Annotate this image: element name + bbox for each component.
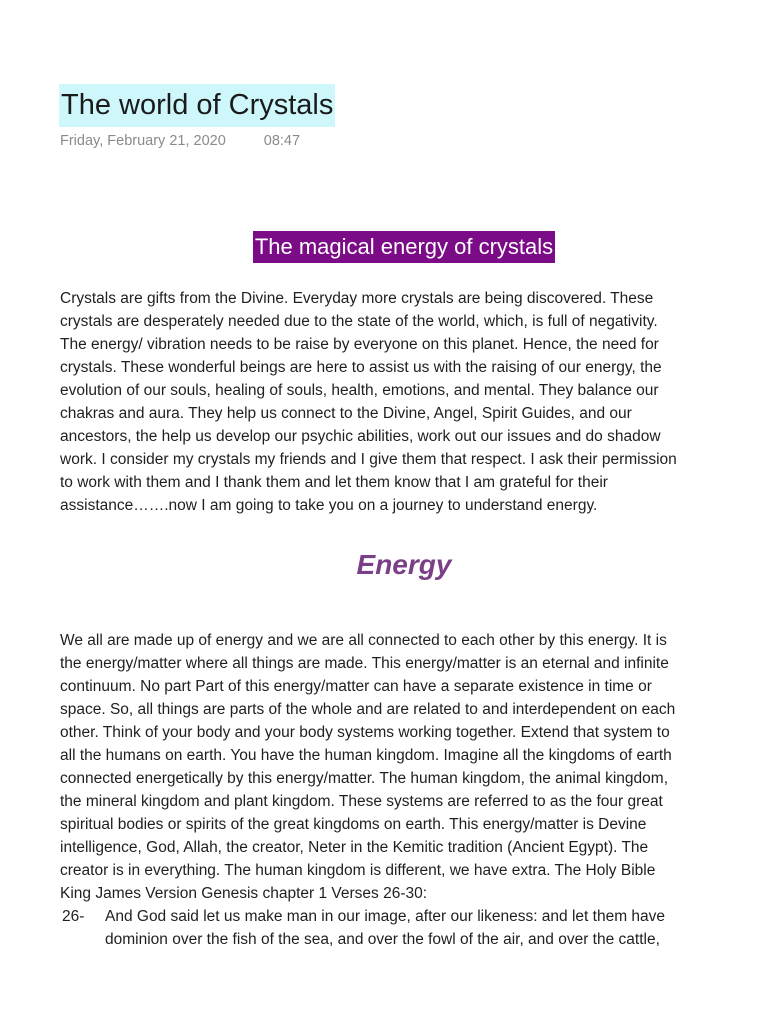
paragraph-line: We all are made up of energy and we are all connected to each other by this energy. It is <box>60 632 667 649</box>
verse-line: dominion over the fish of the sea, and over the fowl of the air, and over the cattle, <box>105 931 660 948</box>
page-date: Friday, February 21, 2020 <box>60 133 226 149</box>
page-timestamp <box>60 131 300 151</box>
paragraph-line: The energy/ vibration needs to be raise by everyone on this planet. Hence, the need for <box>60 336 659 353</box>
paragraph-line: creator is in everything. The human kingdom is different, we have extra. The Holy Bible <box>60 862 656 879</box>
page-title: The world of Crystals <box>59 84 335 127</box>
paragraph-line: the energy/matter where all things are made. This energy/matter is an eternal and infinite <box>60 655 669 672</box>
paragraph-crystals <box>60 287 740 517</box>
paragraph-line: King James Version Genesis chapter 1 Verses 26-30: <box>60 885 428 902</box>
paragraph-energy <box>60 629 740 905</box>
paragraph-line: work. I consider my crystals my friends and I give them that respect. I ask their permission <box>60 451 677 468</box>
paragraph-line: continuum. No part Part of this energy/matter can have a separate existence in time or <box>60 678 652 695</box>
verse-line: And God said let us make man in our image, after our likeness: and let them have <box>105 908 666 925</box>
paragraph-line: space. So, all things are parts of the whole and are related to and interdependent on each <box>60 701 676 718</box>
page-time: 08:47 <box>263 133 301 149</box>
section-heading-crystals <box>0 231 768 263</box>
verse-26 <box>60 905 750 951</box>
paragraph-line: connected energetically by this energy/matter. The human kingdom, the animal kingdom, <box>60 770 668 787</box>
paragraph-line: evolution of our souls, healing of souls, health, emotions, and mental. They balance our <box>60 382 659 399</box>
paragraph-line: crystals are desperately needed due to the state of the world, which, is full of negativity. <box>60 313 658 330</box>
paragraph-line: the mineral kingdom and plant kingdom. These systems are referred to as the four great <box>60 793 663 810</box>
paragraph-line: all the humans on earth. You have the human kingdom. Imagine all the kingdoms of earth <box>60 747 672 764</box>
section-heading-energy: Energy <box>356 549 452 580</box>
paragraph-line: spiritual bodies or spirits of the great kingdoms on earth. This energy/matter is Devine <box>60 816 647 833</box>
paragraph-line: Crystals are gifts from the Divine. Everyday more crystals are being discovered. These <box>60 290 654 307</box>
paragraph-line: chakras and aura. They help us connect to the Divine, Angel, Spirit Guides, and our <box>60 405 632 422</box>
paragraph-line: to work with them and I thank them and let them know that I am grateful for their <box>60 474 608 491</box>
section-heading-crystals-text: The magical energy of crystals <box>253 231 555 263</box>
paragraph-line: crystals. These wonderful beings are here to assist us with the raising of our energy, the <box>60 359 662 376</box>
paragraph-line: ancestors, the help us develop our psychic abilities, work out our issues and do shadow <box>60 428 661 445</box>
paragraph-line: other. Think of your body and your body systems working together. Extend that system to <box>60 724 670 741</box>
verse-number: 26- <box>62 908 85 925</box>
paragraph-line: assistance…….now I am going to take you on a journey to understand energy. <box>60 497 598 514</box>
paragraph-line: intelligence, God, Allah, the creator, Neter in the Kemitic tradition (Ancient Egypt). The <box>60 839 649 856</box>
